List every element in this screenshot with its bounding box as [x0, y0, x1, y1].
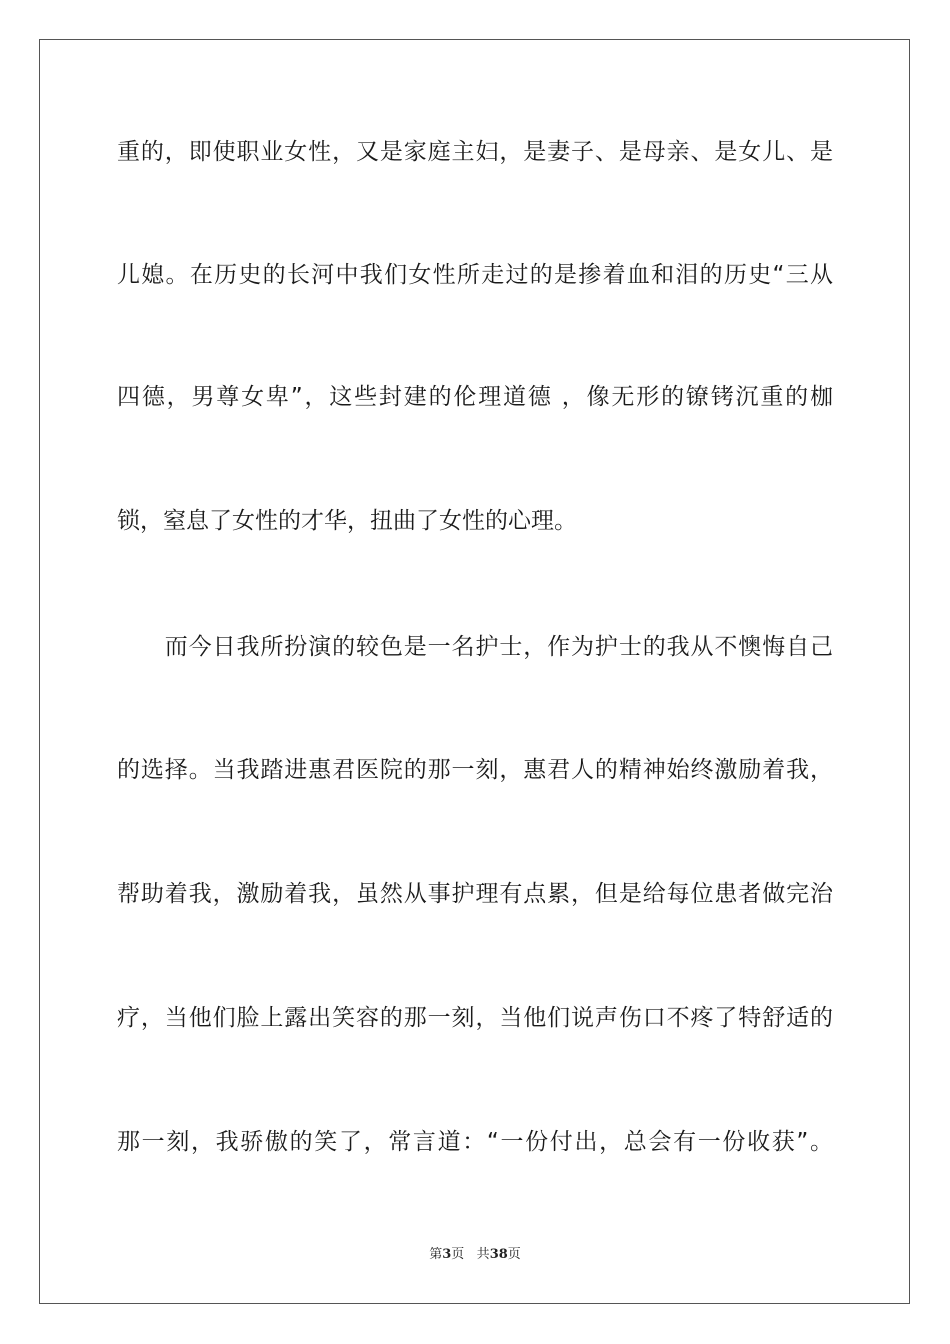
paragraph-line: 帮助着我，激励着我，虽然从事护理有点累，但是给每位患者做完治	[117, 881, 833, 907]
total-pages: 38	[489, 1247, 508, 1262]
total-label-suffix: 页	[507, 1247, 521, 1262]
paragraph-line: 那一刻，我骄傲的笑了，常言道：“一份付出，总会有一份收获”。	[117, 1129, 833, 1155]
paragraph-line: 四德，男尊女卑”，这些封建的伦理道德 ，像无形的镣铐沉重的枷	[117, 384, 833, 410]
page-border	[39, 39, 910, 1304]
paragraph-line: 的选择。当我踏进惠君医院的那一刻，惠君人的精神始终激励着我，	[117, 757, 833, 783]
paragraph-line: 锁，窒息了女性的才华，扭曲了女性的心理。	[117, 508, 577, 534]
page-label-suffix: 页	[451, 1247, 465, 1262]
paragraph-line: 重的，即使职业女性，又是家庭主妇，是妻子、是母亲、是女儿、是	[117, 139, 833, 165]
total-label-prefix: 共	[476, 1247, 490, 1262]
paragraph-line: 而今日我所扮演的较色是一名护士，作为护士的我从不懊悔自己	[117, 634, 833, 660]
page-footer	[0, 1246, 950, 1264]
paragraph-line: 儿媳。在历史的长河中我们女性所走过的是掺着血和泪的历史“三从	[117, 262, 833, 288]
paragraph-line: 疗，当他们脸上露出笑容的那一刻，当他们说声伤口不疼了特舒适的	[117, 1005, 833, 1031]
page-number: 3	[442, 1247, 452, 1262]
page-label-prefix: 第	[429, 1247, 443, 1262]
